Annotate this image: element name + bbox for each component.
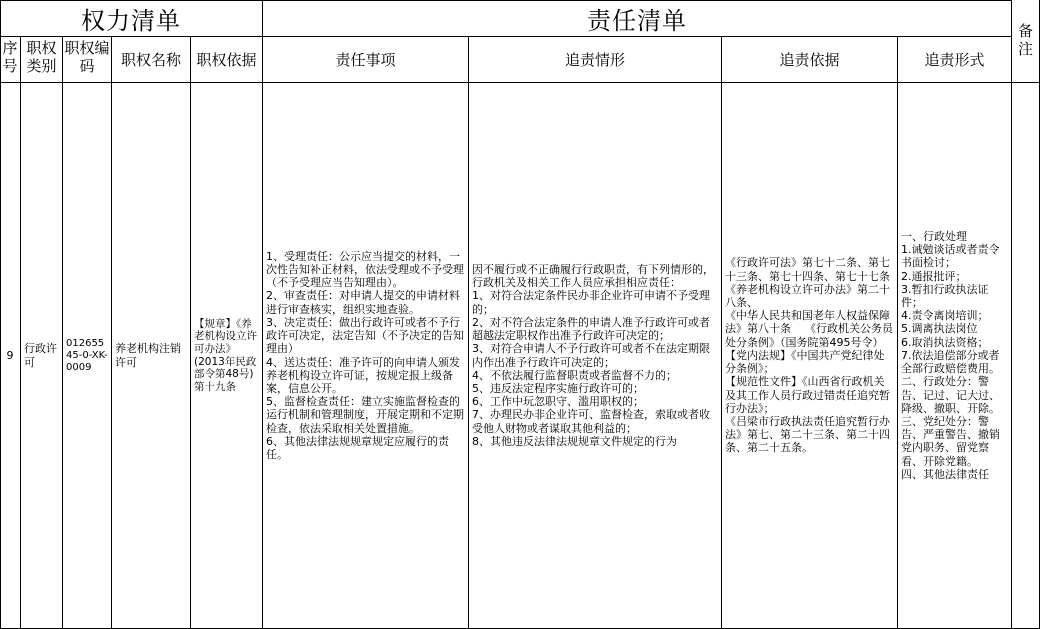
row-category [21,83,63,629]
row-accountability-basis-value: 《行政许可法》第七十二条、第七十三条、第七十四条、第七十七条 《养老机构设立许可办法》第二十八条、 《中华人民共和国老年人权益保障法》第八十条 《行政机关公务员处分条例》（国务院第495号令） 【党内法规】《中国共产党纪律处分条例》； 【规范性文件】《山西省行政机关及其工作人员行政过错责任追究暂行办法》； 《吕梁市行政执法责任追究暂行办法》第七、第二十三条、第二十四条、第二十五条。 [725,256,893,455]
col-name-header: 职权名称 [112,37,191,83]
row-duties [263,83,469,629]
col-seq-header: 序号 [0,37,21,83]
row-name-value: 养老机构注销许可 [115,342,181,369]
row-basis-value: 【规章】《养老机构设立许可办法》(2013年民政部令第48号)第十九条 [194,317,257,393]
row-seq-value: 9 [6,348,14,362]
row-accountability-forms-value: 一、行政处理 1.诫勉谈话或者责令书面检讨； 2.通报批评； 3.暂扣行政执法证件； 4.责令离岗培训； 5.调离执法岗位 6.取消执法资格； 7.依法追偿部分或者全部行政赔偿费用。 二、行政处分：警告、记过、记大过、降级、撤职、开除。 三、党纪处分：警告、严重警告、撤销党内职务、留党察看、开除党籍。 四、其他法律责任 [901,230,1000,481]
col-basis-header: 职权依据 [191,37,263,83]
col-category-header: 职权类别 [21,37,63,83]
row-duties-value: 1、受理责任：公示应当提交的材料，一次性告知补正材料，依法受理或不予受理（不予受理应当告知理由）。 2、审查责任：对申请人提交的申请材料进行审查核实，组织实地查验。 3、决定责任：做出行政许可或者不予行政许可决定，法定告知（不予决定的告知理由） 4、送达责任：准予许可的向申请人颁发养老机构设立许可证，按规定报上级备案，信息公开。 5、监督检查责任：建立实施监督检查的运行机制和管理制度，开展定期和不定期检查，依法采取相关处置措施。 6、其他法律法规规章规定应履行的责任。 [266,249,464,461]
row-accountability-cases-value: 因不履行或不正确履行行政职责，有下列情形的，行政机关及相关工作人员应承担相应责任： 1、对符合法定条件民办非企业许可申请不予受理的； 2、对不符合法定条件的申请人准予行政许可或者超越法定职权作出准予行政许可决定的； 3、对符合申请人不予行政许可或者不在法定期限内作出准予行政许可决定的； 4、不依法履行监督职责或者监督不力的； 5、违反法定程序实施行政许可的； 6、工作中玩忽职守、滥用职权的； 7、办理民办非企业许可、监督检查，索取或者收受他人财物或者谋取其他利益的； 8、其他违反法律法规规章文件规定的行为 [472,263,714,448]
power-list-header: 权力清单 [0,0,263,37]
row-accountability-cases [469,83,722,629]
col-duties-header: 责任事项 [263,37,469,83]
col-code-header: 职权编码 [63,37,112,83]
col-accountability-basis-header: 追责依据 [722,37,898,83]
row-accountability-forms [898,83,1012,629]
row-remarks [1012,83,1040,629]
row-accountability-basis [722,83,898,629]
row-category-value: 行政许可 [24,342,57,369]
row-code-value: 01265545-0-XK-0009 [66,337,108,373]
col-accountability-forms-header: 追责形式 [898,37,1012,83]
row-basis [191,83,263,629]
row-seq [0,83,21,629]
remarks-header: 备注 [1012,0,1040,83]
row-name [112,83,191,629]
responsibility-list-header: 责任清单 [263,0,1012,37]
col-accountability-cases-header: 追责情形 [469,37,722,83]
row-code [63,83,112,629]
